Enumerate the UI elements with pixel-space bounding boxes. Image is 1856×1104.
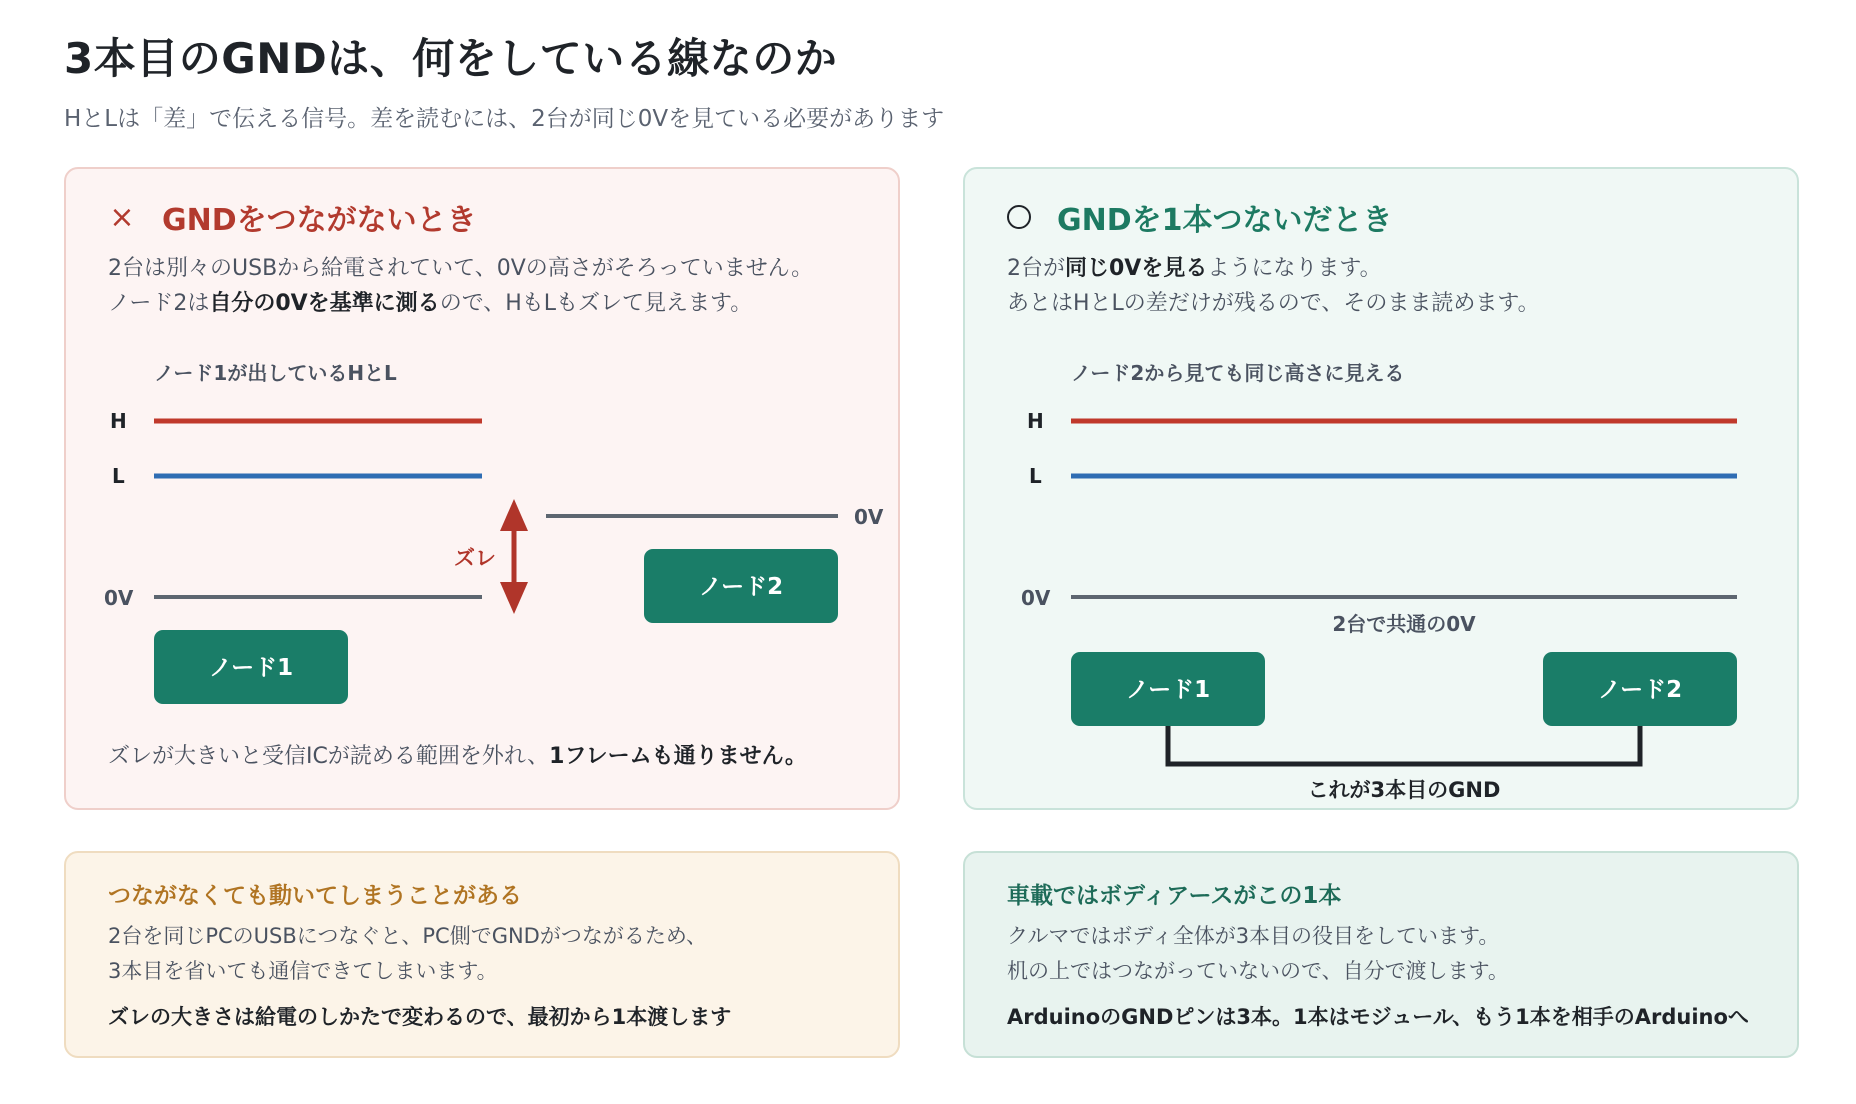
no-gnd-line2: ノード2は自分の0Vを基準に測るので、HもLもズレて見えます。 <box>108 291 753 316</box>
info-line2: 机の上ではつながっていないので、自分で渡します。 <box>1007 959 1509 983</box>
with-gnd-panel <box>963 167 1799 810</box>
with-gnd-line1: 2台が同じ0Vを見るようになります。 <box>1007 256 1382 281</box>
common-zero-label: 2台で共通の0V <box>1332 612 1476 636</box>
h-label: H <box>1027 409 1044 433</box>
with-gnd-title-text: GNDを1本つないだとき <box>1057 203 1393 238</box>
cross-icon: × <box>109 199 135 235</box>
shift-arrow <box>500 499 528 614</box>
page-subtitle: HとLは「差」で伝える信号。差を読むには、2台が同じ0Vを見ている必要があります <box>64 106 945 132</box>
node2-label: ノード2 <box>1597 677 1683 703</box>
node2-label: ノード2 <box>698 574 784 600</box>
zero-right-label: 0V <box>854 505 884 529</box>
h-label: H <box>110 409 127 433</box>
zero-label: 0V <box>1021 586 1051 610</box>
shift-label: ズレ <box>454 546 496 570</box>
l-label: L <box>112 464 125 488</box>
node1-label: ノード1 <box>208 655 294 681</box>
gnd-wire-label: これが3本目のGND <box>1307 778 1501 802</box>
info-body <box>1007 919 1509 989</box>
note-title: つながなくても動いてしまうことがある <box>108 883 522 909</box>
info-panel <box>963 851 1799 1058</box>
no-gnd-footnote: ズレが大きいと受信ICが読める範囲を外れ、1フレームも通りません。 <box>108 744 807 769</box>
note-line1: 2台を同じPCのUSBにつなぐと、PC側でGNDがつながるため、 <box>108 924 708 948</box>
gnd-wire <box>1168 726 1640 764</box>
note-emphasis: ズレの大きさは給電のしかたで変わるので、最初から1本渡します <box>108 1005 732 1029</box>
note-body <box>108 919 707 989</box>
node1-label: ノード1 <box>1125 677 1211 703</box>
no-gnd-diagram-caption: ノード1が出しているHとL <box>154 361 397 385</box>
no-gnd-title-text: GNDをつながないとき <box>162 203 477 238</box>
no-gnd-line1: 2台は別々のUSBから給電されていて、0Vの高さがそろっていません。 <box>108 256 814 281</box>
note-panel <box>64 851 900 1058</box>
zero-left-label: 0V <box>104 586 134 610</box>
with-gnd-diagram-caption: ノード2から見ても同じ高さに見える <box>1071 361 1405 385</box>
no-gnd-panel <box>64 167 900 810</box>
info-title: 車載ではボディアースがこの1本 <box>1007 883 1342 909</box>
with-gnd-line2: あとはHとLの差だけが残るので、そのまま読めます。 <box>1007 291 1540 316</box>
info-emphasis: ArduinoのGNDピンは3本。1本はモジュール、もう1本を相手のArduinoへ <box>1007 1005 1749 1029</box>
page-title: 3本目のGNDは、何をしている線なのか <box>64 34 838 83</box>
note-line2: 3本目を省いても通信できてしまいます。 <box>108 959 498 983</box>
with-gnd-diagram <box>965 169 1801 812</box>
l-label: L <box>1029 464 1042 488</box>
no-gnd-diagram <box>66 169 902 812</box>
info-line1: クルマではボディ全体が3本目の役目をしています。 <box>1007 924 1500 948</box>
